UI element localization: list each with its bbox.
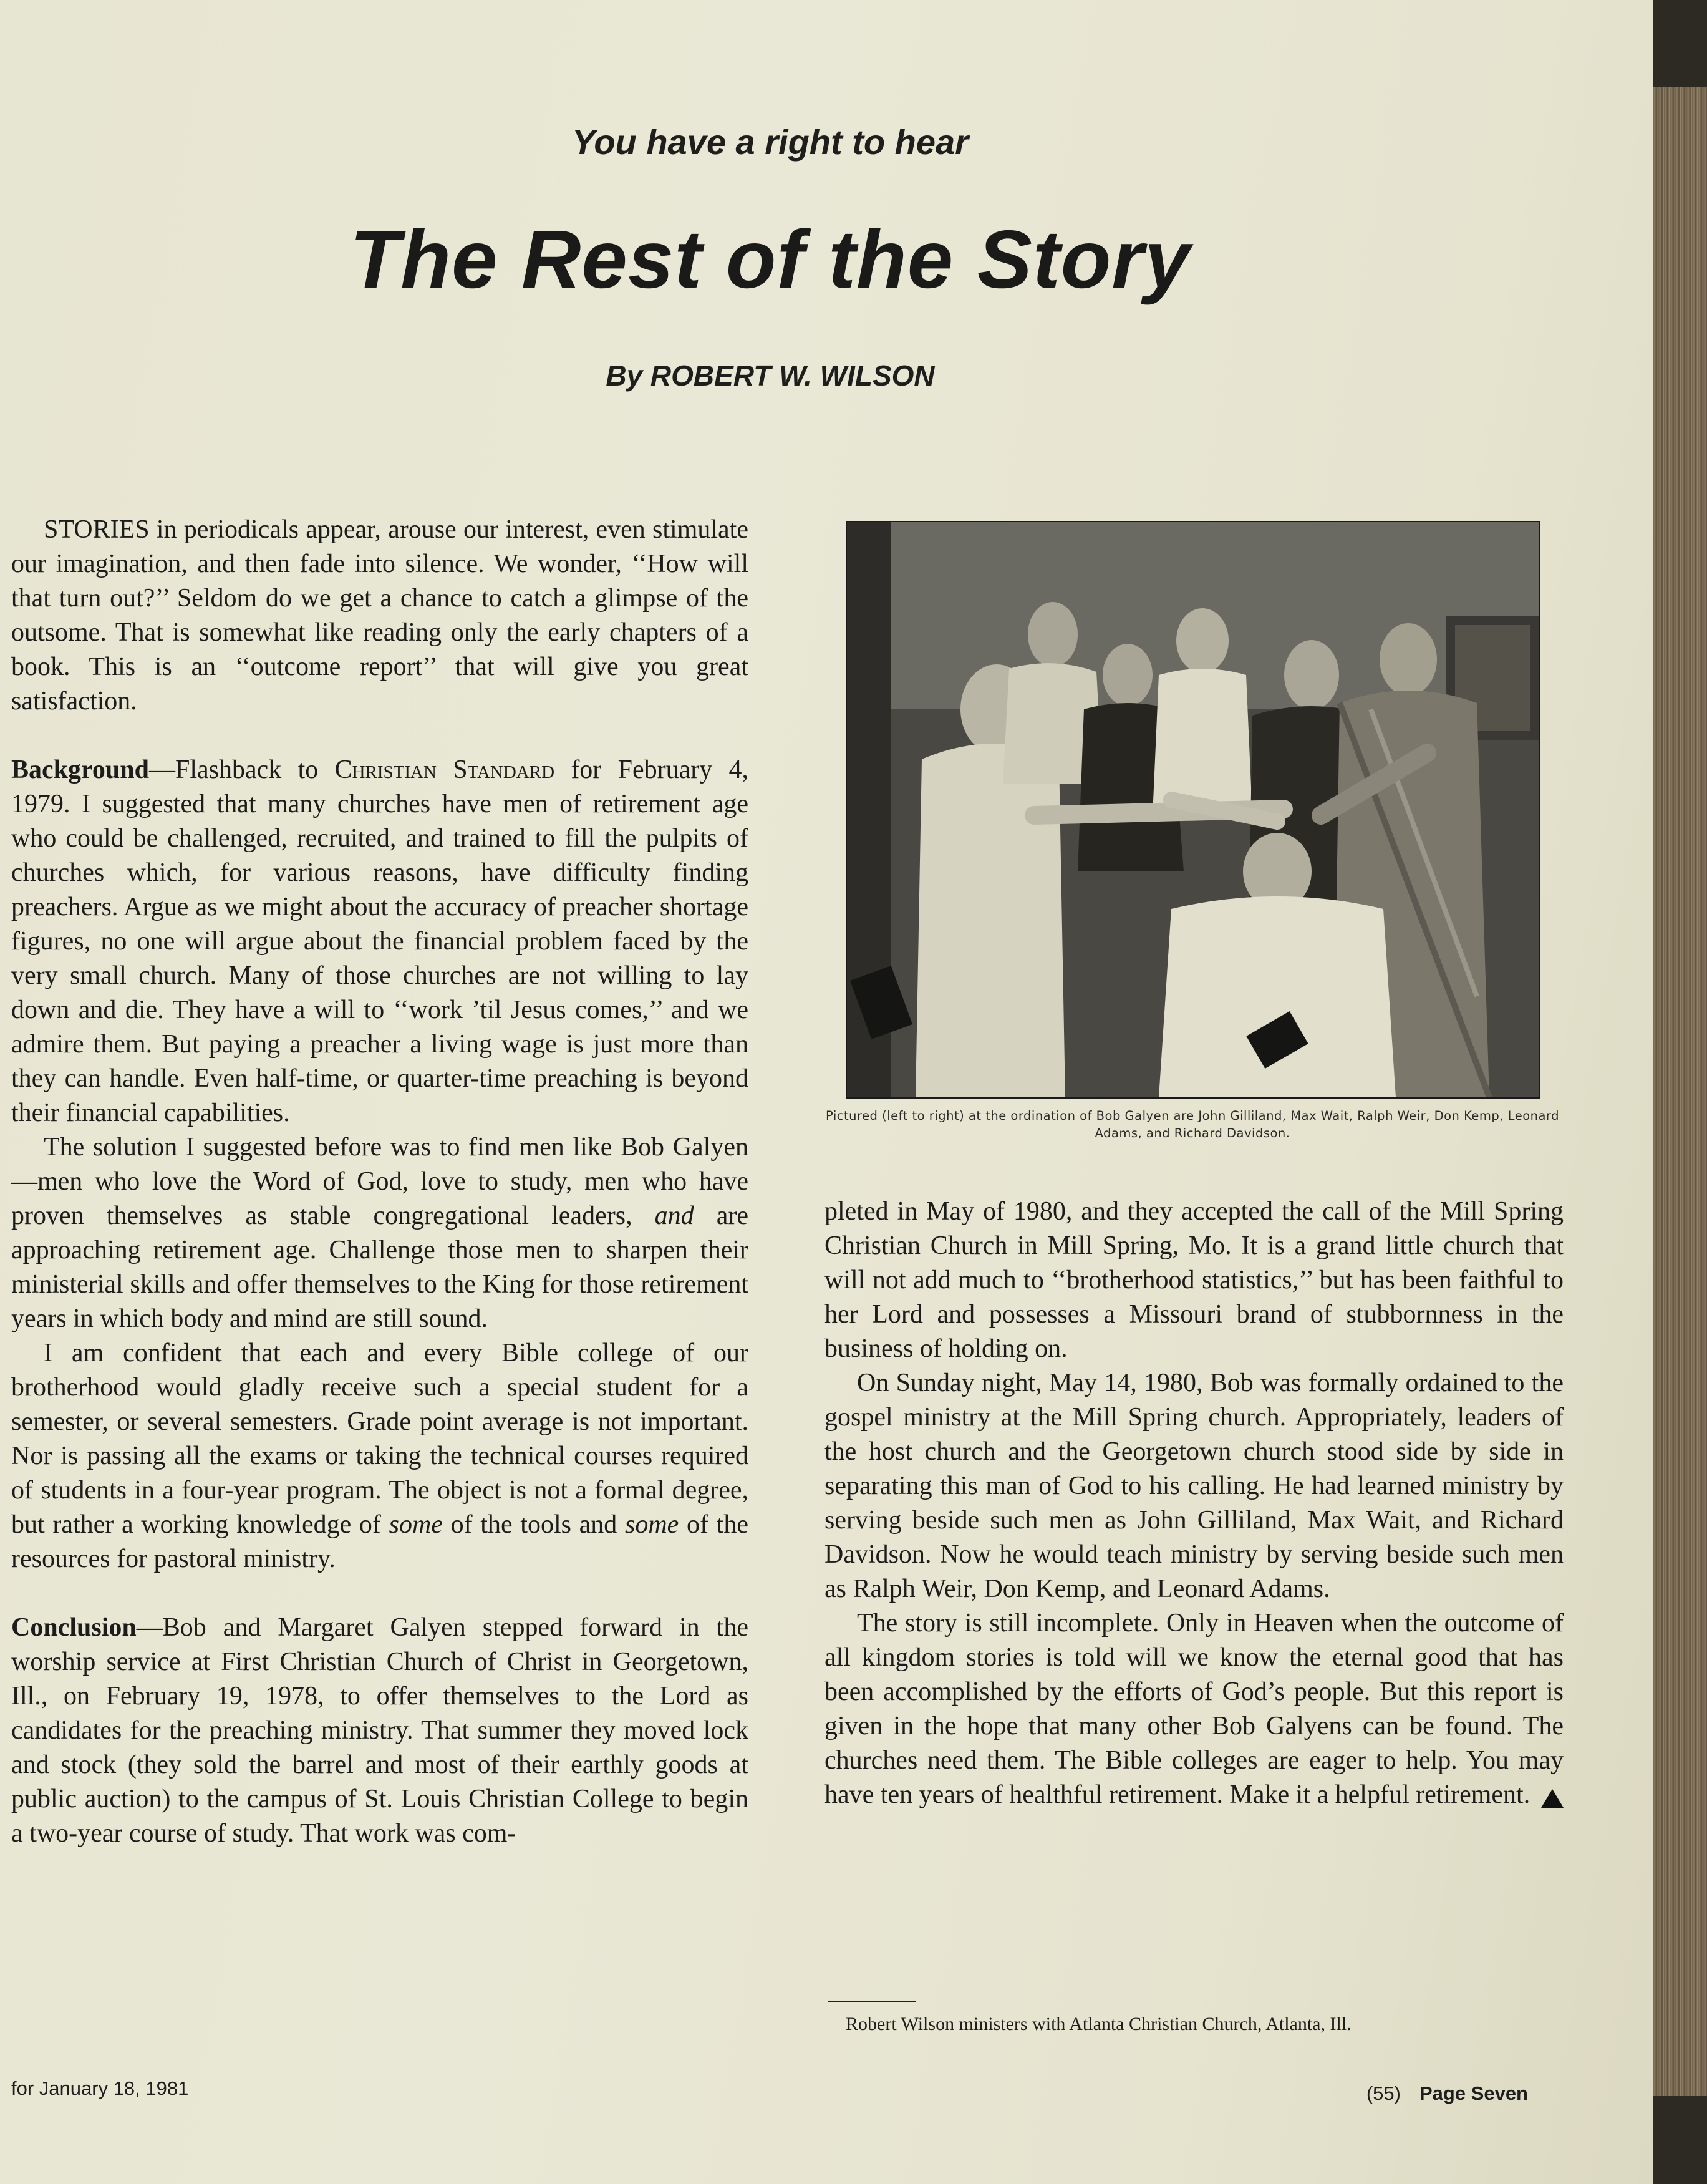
conclusion-run-in: Conclusion: [11, 1613, 137, 1642]
background-paragraph: Background—Flashback to Christian Standard for February 4, 1979. I suggested that many churches have men of retirement age who could be challenged, recruited, and trained to fill the pulpits of churches which, for various reasons, have difficulty finding preachers. Argue as we might about the accuracy of preacher shortage figures, no one will argue about the financial problem faced by the very small church. Many of those churches are not willing to lay down and die. They have a will to ‘‘work ’til Jesus comes,’’ and we admire them. But paying a preacher a living wage is just more than they can handle. Even half-time, or quarter-time preaching is beyond their financial capabilities.: [11, 755, 749, 1127]
page-label: Page Seven: [1419, 2082, 1528, 2104]
byline: By ROBERT W. WILSON: [606, 359, 935, 392]
kicker-headline: You have a right to hear: [572, 122, 969, 162]
publication-name: Christian Standard: [334, 755, 555, 784]
end-mark-icon: [1541, 1789, 1564, 1808]
article-title: The Rest of the Story: [349, 213, 1191, 305]
right-column: [824, 1195, 1564, 1812]
continued-paragraph: pleted in May of 1980, and they accepted the call of the Mill Spring Christian Church in Mill Spring, Mo. It is a grand little church that will not add much to ‘‘brotherhood statistics,’’ but has been faithful to her Lord and possesses a Missouri brand of stubbornness in the business of holding on.: [824, 1197, 1564, 1363]
left-column: [11, 513, 748, 1851]
issue-number: (55): [1366, 2082, 1401, 2104]
photo-caption: Pictured (left to right) at the ordination of Bob Galyen are John Gilliland, Max Wait, Ralph Weir, Don Kemp, Leonard Adams, and Richard Davidson.: [826, 1109, 1559, 1140]
ordination-paragraph: On Sunday night, May 14, 1980, Bob was formally ordained to the gospel ministry at the Mill Spring church. Appropriately, leaders of the host church and the Georgetown church stood side by side in separating this man of God to his calling. He had learned ministry by serving beside such men as John Gilliland, Max Wait, and Richard Davidson. Now he would teach ministry by serving beside such men as Ralph Weir, Don Kemp, and Leonard Adams.: [824, 1369, 1564, 1603]
intro-paragraph: STORIES in periodicals appear, arouse our interest, even stimulate our imagination, and then fade into silence. We wonder, ‘‘How will that turn out?’’ Seldom do we get a chance to catch a glimpse of the outsome. That is somewhat like reading only the early chapters of a book. This is an ‘‘outcome report’’ that will give you great satisfaction.: [11, 515, 748, 716]
closing-paragraph: The story is still incomplete. Only in Heaven when the outcome of all kingdom stories is told will we know the eternal good that has been accomplished by the efforts of God’s people. But this report is given in the hope that many other Bob Galyens can be found. The churches need them. The Bible colleges are eager to help. You may have ten years of healthful retirement. Make it a helpful retirement.: [824, 1609, 1564, 1809]
solution-paragraph: The solution I suggested before was to find men like Bob Galyen—men who love the Word of God, love to study, men who have proven themselves as stable congregational leaders, and are approaching retirement age. Challenge those men to sharpen their ministerial skills and offer themselves to the King for those retirement years in which body and mind are still sound.: [11, 1133, 749, 1333]
bio-divider: [828, 2001, 916, 2002]
page-edge: [1653, 87, 1707, 2096]
footer-page: [1366, 2082, 1528, 2105]
ordination-photo: [846, 521, 1540, 1099]
bible-college-paragraph: I am confident that each and every Bible college of our brotherhood would gladly receive such a special student for a semester, or several semesters. Grade point average is not important. Nor is passing all the exams or taking the technical courses required of students in a four-year program. The object is not a formal degree, but rather a working knowledge of some of the tools and some of the resources for pastoral ministry.: [11, 1339, 748, 1573]
author-bio: Robert Wilson ministers with Atlanta Christian Church, Atlanta, Ill.: [846, 2014, 1352, 2034]
conclusion-paragraph: Conclusion—Bob and Margaret Galyen stepped forward in the worship service at First Christian Church of Christ in Georgetown, Ill., on February 19, 1978, to offer themselves to the Lord as candidates for the preaching ministry. That summer they moved lock and stock (they sold the barrel and most of their earthly goods at public auction) to the campus of St. Louis Christian College to begin a two-year course of study. That work was com-: [11, 1613, 748, 1848]
background-run-in: Background: [11, 755, 149, 784]
footer-date: for January 18, 1981: [11, 2077, 189, 2099]
